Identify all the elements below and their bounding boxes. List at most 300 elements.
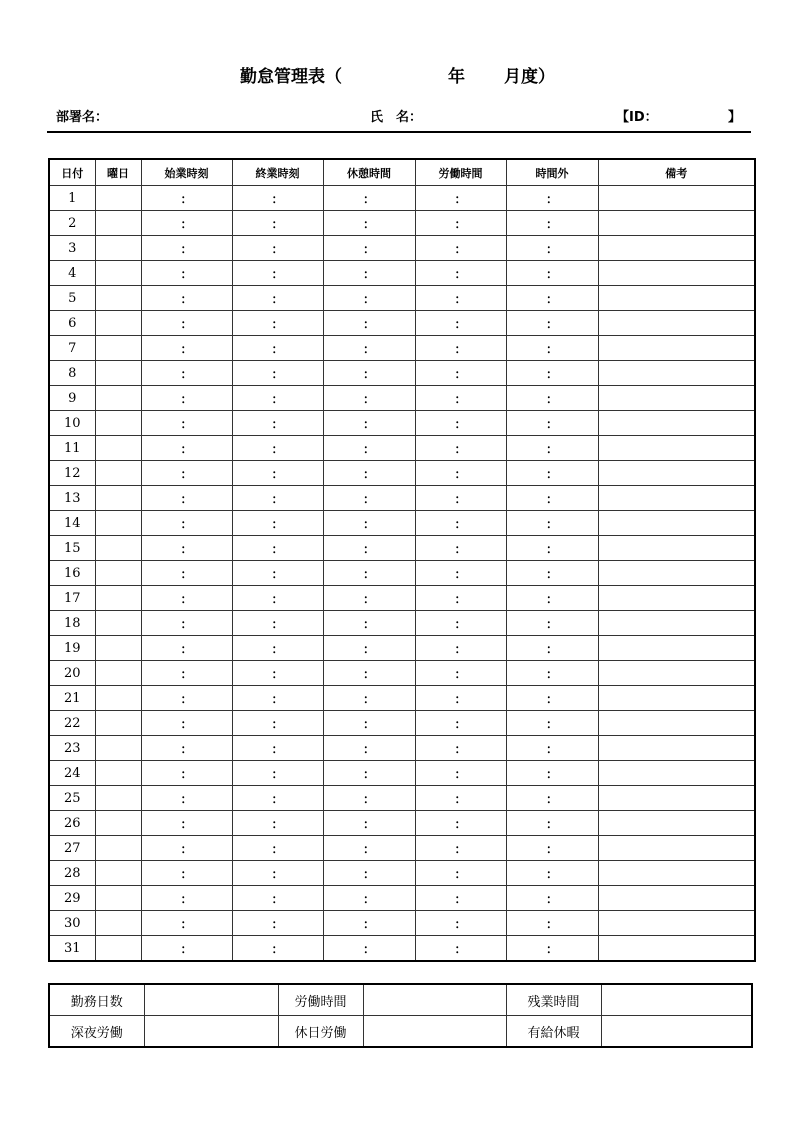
remarks-cell[interactable]: [598, 486, 755, 511]
remarks-cell[interactable]: [598, 861, 755, 886]
table-row: [49, 386, 755, 411]
end-time-cell[interactable]: ：: [232, 436, 323, 461]
date-cell: 2: [49, 211, 95, 236]
overtime-cell[interactable]: ：: [506, 186, 598, 211]
weekday-cell[interactable]: [95, 361, 141, 386]
break-time-cell[interactable]: ：: [323, 261, 415, 286]
overtime-cell[interactable]: ：: [506, 211, 598, 236]
weekday-cell[interactable]: [95, 886, 141, 911]
date-cell: 31: [49, 936, 95, 962]
remarks-cell[interactable]: [598, 511, 755, 536]
weekday-cell[interactable]: [95, 261, 141, 286]
remarks-cell[interactable]: [598, 361, 755, 386]
end-time-cell[interactable]: ：: [232, 686, 323, 711]
start-time-cell[interactable]: ：: [141, 886, 232, 911]
table-row: [49, 261, 755, 286]
id-label-close: 】: [728, 110, 742, 125]
work-hours-cell[interactable]: ：: [415, 736, 506, 761]
date-cell: 13: [49, 486, 95, 511]
header-work-hours: 労働時間: [415, 159, 506, 186]
start-time-cell[interactable]: ：: [141, 861, 232, 886]
table-row: [49, 736, 755, 761]
start-time-cell[interactable]: ：: [141, 386, 232, 411]
start-time-cell[interactable]: ：: [141, 636, 232, 661]
start-time-cell[interactable]: ：: [141, 811, 232, 836]
date-cell: 16: [49, 561, 95, 586]
date-cell: 14: [49, 511, 95, 536]
summary-table: [48, 983, 753, 1048]
table-row: [49, 661, 755, 686]
date-cell: 20: [49, 661, 95, 686]
work-hours-cell[interactable]: ：: [415, 911, 506, 936]
end-time-cell[interactable]: ：: [232, 711, 323, 736]
remarks-cell[interactable]: [598, 761, 755, 786]
start-time-cell[interactable]: ：: [141, 836, 232, 861]
title-month-suffix: 月度）: [504, 67, 555, 87]
work-hours-cell[interactable]: ：: [415, 686, 506, 711]
break-time-cell[interactable]: ：: [323, 211, 415, 236]
overtime-cell[interactable]: ：: [506, 336, 598, 361]
weekday-cell[interactable]: [95, 486, 141, 511]
work-hours-cell[interactable]: ：: [415, 561, 506, 586]
overtime-cell[interactable]: ：: [506, 861, 598, 886]
end-time-cell[interactable]: ：: [232, 186, 323, 211]
summary-row: [49, 1016, 752, 1048]
summary-label-work-hours: 労働時間: [278, 984, 363, 1016]
date-cell: 24: [49, 761, 95, 786]
date-cell: 19: [49, 636, 95, 661]
start-time-cell[interactable]: ：: [141, 661, 232, 686]
end-time-cell[interactable]: ：: [232, 286, 323, 311]
start-time-cell[interactable]: ：: [141, 361, 232, 386]
work-hours-cell[interactable]: ：: [415, 186, 506, 211]
table-row: [49, 311, 755, 336]
start-time-cell[interactable]: ：: [141, 511, 232, 536]
weekday-cell[interactable]: [95, 561, 141, 586]
start-time-cell[interactable]: ：: [141, 286, 232, 311]
table-row: [49, 336, 755, 361]
overtime-cell[interactable]: ：: [506, 736, 598, 761]
summary-value-work-hours[interactable]: [363, 984, 506, 1016]
table-row: [49, 586, 755, 611]
end-time-cell[interactable]: ：: [232, 411, 323, 436]
start-time-cell[interactable]: ：: [141, 586, 232, 611]
title-main: 勤怠管理表（: [240, 67, 342, 87]
remarks-cell[interactable]: [598, 286, 755, 311]
table-row: [49, 411, 755, 436]
remarks-cell[interactable]: [598, 186, 755, 211]
start-time-cell[interactable]: ：: [141, 786, 232, 811]
overtime-cell[interactable]: ：: [506, 486, 598, 511]
overtime-cell[interactable]: ：: [506, 236, 598, 261]
overtime-cell[interactable]: ：: [506, 686, 598, 711]
date-cell: 7: [49, 336, 95, 361]
end-time-cell[interactable]: ：: [232, 311, 323, 336]
overtime-cell[interactable]: ：: [506, 386, 598, 411]
overtime-cell[interactable]: ：: [506, 361, 598, 386]
overtime-cell[interactable]: ：: [506, 811, 598, 836]
work-hours-cell[interactable]: ：: [415, 536, 506, 561]
remarks-cell[interactable]: [598, 461, 755, 486]
break-time-cell[interactable]: ：: [323, 836, 415, 861]
remarks-cell[interactable]: [598, 561, 755, 586]
overtime-cell[interactable]: ：: [506, 411, 598, 436]
weekday-cell[interactable]: [95, 461, 141, 486]
summary-label-paid-leave: 有給休暇: [506, 1016, 601, 1048]
end-time-cell[interactable]: ：: [232, 586, 323, 611]
work-hours-cell[interactable]: ：: [415, 361, 506, 386]
work-hours-cell[interactable]: ：: [415, 586, 506, 611]
overtime-cell[interactable]: ：: [506, 261, 598, 286]
header-weekday: 曜日: [95, 159, 141, 186]
remarks-cell[interactable]: [598, 311, 755, 336]
table-row: [49, 236, 755, 261]
header-info: [48, 106, 752, 126]
document-title: [0, 62, 800, 88]
break-time-cell[interactable]: ：: [323, 436, 415, 461]
overtime-cell[interactable]: ：: [506, 711, 598, 736]
start-time-cell[interactable]: ：: [141, 461, 232, 486]
start-time-cell[interactable]: ：: [141, 211, 232, 236]
break-time-cell[interactable]: ：: [323, 861, 415, 886]
id-label-open: 【ID：: [616, 110, 658, 125]
table-row: [49, 211, 755, 236]
date-cell: 30: [49, 911, 95, 936]
work-hours-cell[interactable]: ：: [415, 636, 506, 661]
summary-label-night-work: 深夜労働: [49, 1016, 144, 1048]
work-hours-cell[interactable]: ：: [415, 236, 506, 261]
break-time-cell[interactable]: ：: [323, 736, 415, 761]
weekday-cell[interactable]: [95, 286, 141, 311]
end-time-cell[interactable]: ：: [232, 811, 323, 836]
break-time-cell[interactable]: ：: [323, 786, 415, 811]
work-hours-cell[interactable]: ：: [415, 661, 506, 686]
overtime-cell[interactable]: ：: [506, 561, 598, 586]
table-row: [49, 636, 755, 661]
summary-value-night-work[interactable]: [144, 1016, 278, 1048]
table-row: [49, 861, 755, 886]
work-hours-cell[interactable]: ：: [415, 436, 506, 461]
table-row: [49, 936, 755, 962]
weekday-cell[interactable]: [95, 761, 141, 786]
overtime-cell[interactable]: ：: [506, 461, 598, 486]
weekday-cell[interactable]: [95, 511, 141, 536]
work-hours-cell[interactable]: ：: [415, 411, 506, 436]
end-time-cell[interactable]: ：: [232, 336, 323, 361]
work-hours-cell[interactable]: ：: [415, 461, 506, 486]
break-time-cell[interactable]: ：: [323, 461, 415, 486]
start-time-cell[interactable]: ：: [141, 186, 232, 211]
break-time-cell[interactable]: ：: [323, 761, 415, 786]
start-time-cell[interactable]: ：: [141, 686, 232, 711]
work-hours-cell[interactable]: ：: [415, 886, 506, 911]
remarks-cell[interactable]: [598, 211, 755, 236]
end-time-cell[interactable]: ：: [232, 911, 323, 936]
overtime-cell[interactable]: ：: [506, 836, 598, 861]
table-row: [49, 286, 755, 311]
work-hours-cell[interactable]: ：: [415, 936, 506, 962]
start-time-cell[interactable]: ：: [141, 561, 232, 586]
date-cell: 27: [49, 836, 95, 861]
break-time-cell[interactable]: ：: [323, 186, 415, 211]
break-time-cell[interactable]: ：: [323, 511, 415, 536]
end-time-cell[interactable]: ：: [232, 636, 323, 661]
break-time-cell[interactable]: ：: [323, 936, 415, 962]
table-row: [49, 786, 755, 811]
start-time-cell[interactable]: ：: [141, 911, 232, 936]
table-row: [49, 436, 755, 461]
summary-row: [49, 984, 752, 1016]
overtime-cell[interactable]: ：: [506, 611, 598, 636]
break-time-cell[interactable]: ：: [323, 361, 415, 386]
remarks-cell[interactable]: [598, 886, 755, 911]
date-cell: 11: [49, 436, 95, 461]
date-cell: 1: [49, 186, 95, 211]
break-time-cell[interactable]: ：: [323, 311, 415, 336]
start-time-cell[interactable]: ：: [141, 761, 232, 786]
start-time-cell[interactable]: ：: [141, 611, 232, 636]
weekday-cell[interactable]: [95, 636, 141, 661]
break-time-cell[interactable]: ：: [323, 286, 415, 311]
remarks-cell[interactable]: [598, 711, 755, 736]
weekday-cell[interactable]: [95, 311, 141, 336]
start-time-cell[interactable]: ：: [141, 411, 232, 436]
remarks-cell[interactable]: [598, 811, 755, 836]
work-hours-cell[interactable]: ：: [415, 836, 506, 861]
weekday-cell[interactable]: [95, 411, 141, 436]
date-cell: 29: [49, 886, 95, 911]
end-time-cell[interactable]: ：: [232, 511, 323, 536]
start-time-cell[interactable]: ：: [141, 536, 232, 561]
break-time-cell[interactable]: ：: [323, 711, 415, 736]
end-time-cell[interactable]: ：: [232, 211, 323, 236]
title-year-suffix: 年: [448, 67, 465, 87]
work-hours-cell[interactable]: ：: [415, 711, 506, 736]
end-time-cell[interactable]: ：: [232, 736, 323, 761]
end-time-cell[interactable]: ：: [232, 836, 323, 861]
work-hours-cell[interactable]: ：: [415, 511, 506, 536]
weekday-cell[interactable]: [95, 336, 141, 361]
weekday-cell[interactable]: [95, 586, 141, 611]
weekday-cell[interactable]: [95, 911, 141, 936]
work-hours-cell[interactable]: ：: [415, 486, 506, 511]
attendance-body: [49, 186, 755, 962]
date-cell: 18: [49, 611, 95, 636]
overtime-cell[interactable]: ：: [506, 286, 598, 311]
weekday-cell[interactable]: [95, 811, 141, 836]
weekday-cell[interactable]: [95, 786, 141, 811]
remarks-cell[interactable]: [598, 536, 755, 561]
overtime-cell[interactable]: ：: [506, 536, 598, 561]
date-cell: 22: [49, 711, 95, 736]
end-time-cell[interactable]: ：: [232, 761, 323, 786]
overtime-cell[interactable]: ：: [506, 586, 598, 611]
header-remarks: 備考: [598, 159, 755, 186]
remarks-cell[interactable]: [598, 236, 755, 261]
end-time-cell[interactable]: ：: [232, 886, 323, 911]
weekday-cell[interactable]: [95, 936, 141, 962]
table-row: [49, 486, 755, 511]
work-hours-cell[interactable]: ：: [415, 261, 506, 286]
date-cell: 23: [49, 736, 95, 761]
remarks-cell[interactable]: [598, 686, 755, 711]
break-time-cell[interactable]: ：: [323, 811, 415, 836]
work-hours-cell[interactable]: ：: [415, 311, 506, 336]
remarks-cell[interactable]: [598, 261, 755, 286]
header-end-time: 終業時刻: [232, 159, 323, 186]
overtime-cell[interactable]: ：: [506, 761, 598, 786]
remarks-cell[interactable]: [598, 611, 755, 636]
start-time-cell[interactable]: ：: [141, 486, 232, 511]
overtime-cell[interactable]: ：: [506, 886, 598, 911]
weekday-cell[interactable]: [95, 661, 141, 686]
break-time-cell[interactable]: ：: [323, 611, 415, 636]
header-underline: [47, 131, 751, 133]
remarks-cell[interactable]: [598, 836, 755, 861]
weekday-cell[interactable]: [95, 386, 141, 411]
overtime-cell[interactable]: ：: [506, 661, 598, 686]
work-hours-cell[interactable]: ：: [415, 611, 506, 636]
start-time-cell[interactable]: ：: [141, 261, 232, 286]
remarks-cell[interactable]: [598, 936, 755, 962]
break-time-cell[interactable]: ：: [323, 661, 415, 686]
weekday-cell[interactable]: [95, 836, 141, 861]
work-hours-cell[interactable]: ：: [415, 286, 506, 311]
remarks-cell[interactable]: [598, 736, 755, 761]
summary-label-overtime: 残業時間: [506, 984, 601, 1016]
weekday-cell[interactable]: [95, 236, 141, 261]
overtime-cell[interactable]: ：: [506, 911, 598, 936]
end-time-cell[interactable]: ：: [232, 936, 323, 962]
break-time-cell[interactable]: ：: [323, 886, 415, 911]
overtime-cell[interactable]: ：: [506, 436, 598, 461]
weekday-cell[interactable]: [95, 861, 141, 886]
remarks-cell[interactable]: [598, 661, 755, 686]
end-time-cell[interactable]: ：: [232, 611, 323, 636]
date-cell: 28: [49, 861, 95, 886]
header-break-time: 休憩時間: [323, 159, 415, 186]
end-time-cell[interactable]: ：: [232, 561, 323, 586]
work-hours-cell[interactable]: ：: [415, 336, 506, 361]
summary-value-overtime[interactable]: [601, 984, 752, 1016]
weekday-cell[interactable]: [95, 686, 141, 711]
end-time-cell[interactable]: ：: [232, 386, 323, 411]
end-time-cell[interactable]: ：: [232, 361, 323, 386]
end-time-cell[interactable]: ：: [232, 861, 323, 886]
break-time-cell[interactable]: ：: [323, 911, 415, 936]
date-cell: 26: [49, 811, 95, 836]
weekday-cell[interactable]: [95, 736, 141, 761]
overtime-cell[interactable]: ：: [506, 636, 598, 661]
remarks-cell[interactable]: [598, 386, 755, 411]
date-cell: 15: [49, 536, 95, 561]
table-row: [49, 761, 755, 786]
table-row: [49, 186, 755, 211]
end-time-cell[interactable]: ：: [232, 236, 323, 261]
remarks-cell[interactable]: [598, 436, 755, 461]
end-time-cell[interactable]: ：: [232, 261, 323, 286]
summary-value-holiday-work[interactable]: [363, 1016, 506, 1048]
header-overtime: 時間外: [506, 159, 598, 186]
date-cell: 9: [49, 386, 95, 411]
break-time-cell[interactable]: ：: [323, 236, 415, 261]
table-row: [49, 886, 755, 911]
date-cell: 4: [49, 261, 95, 286]
break-time-cell[interactable]: ：: [323, 636, 415, 661]
table-row: [49, 536, 755, 561]
attendance-table: [48, 158, 756, 962]
department-label: 部署名：: [56, 110, 109, 125]
weekday-cell[interactable]: [95, 536, 141, 561]
remarks-cell[interactable]: [598, 786, 755, 811]
end-time-cell[interactable]: ：: [232, 536, 323, 561]
break-time-cell[interactable]: ：: [323, 686, 415, 711]
work-hours-cell[interactable]: ：: [415, 386, 506, 411]
start-time-cell[interactable]: ：: [141, 711, 232, 736]
break-time-cell[interactable]: ：: [323, 586, 415, 611]
break-time-cell[interactable]: ：: [323, 561, 415, 586]
start-time-cell[interactable]: ：: [141, 236, 232, 261]
remarks-cell[interactable]: [598, 636, 755, 661]
end-time-cell[interactable]: ：: [232, 486, 323, 511]
summary-label-holiday-work: 休日労働: [278, 1016, 363, 1048]
weekday-cell[interactable]: [95, 186, 141, 211]
break-time-cell[interactable]: ：: [323, 536, 415, 561]
start-time-cell[interactable]: ：: [141, 936, 232, 962]
end-time-cell[interactable]: ：: [232, 661, 323, 686]
end-time-cell[interactable]: ：: [232, 786, 323, 811]
remarks-cell[interactable]: [598, 336, 755, 361]
end-time-cell[interactable]: ：: [232, 461, 323, 486]
summary-value-paid-leave[interactable]: [601, 1016, 752, 1048]
date-cell: 6: [49, 311, 95, 336]
table-row: [49, 711, 755, 736]
break-time-cell[interactable]: ：: [323, 336, 415, 361]
remarks-cell[interactable]: [598, 411, 755, 436]
table-row: [49, 611, 755, 636]
work-hours-cell[interactable]: ：: [415, 811, 506, 836]
weekday-cell[interactable]: [95, 436, 141, 461]
work-hours-cell[interactable]: ：: [415, 861, 506, 886]
weekday-cell[interactable]: [95, 211, 141, 236]
work-hours-cell[interactable]: ：: [415, 761, 506, 786]
weekday-cell[interactable]: [95, 611, 141, 636]
start-time-cell[interactable]: ：: [141, 736, 232, 761]
overtime-cell[interactable]: ：: [506, 936, 598, 962]
start-time-cell[interactable]: ：: [141, 311, 232, 336]
weekday-cell[interactable]: [95, 711, 141, 736]
work-hours-cell[interactable]: ：: [415, 211, 506, 236]
break-time-cell[interactable]: ：: [323, 386, 415, 411]
overtime-cell[interactable]: ：: [506, 311, 598, 336]
name-label: 氏 名：: [370, 110, 423, 125]
summary-value-workdays[interactable]: [144, 984, 278, 1016]
table-row: [49, 686, 755, 711]
break-time-cell[interactable]: ：: [323, 486, 415, 511]
start-time-cell[interactable]: ：: [141, 436, 232, 461]
break-time-cell[interactable]: ：: [323, 411, 415, 436]
overtime-cell[interactable]: ：: [506, 786, 598, 811]
overtime-cell[interactable]: ：: [506, 511, 598, 536]
date-cell: 3: [49, 236, 95, 261]
table-row: [49, 561, 755, 586]
work-hours-cell[interactable]: ：: [415, 786, 506, 811]
date-cell: 21: [49, 686, 95, 711]
remarks-cell[interactable]: [598, 586, 755, 611]
table-row: [49, 361, 755, 386]
start-time-cell[interactable]: ：: [141, 336, 232, 361]
remarks-cell[interactable]: [598, 911, 755, 936]
